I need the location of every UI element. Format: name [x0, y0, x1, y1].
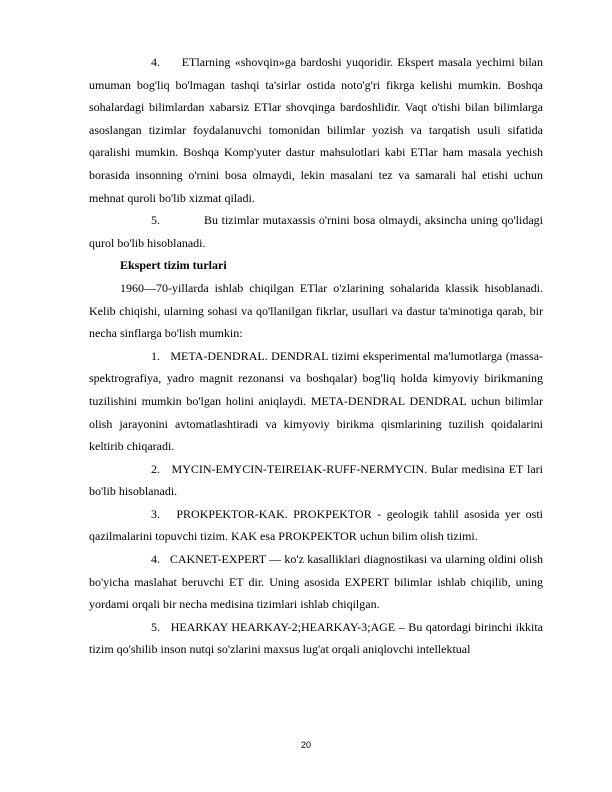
list-item	[89, 548, 543, 616]
item-number: 2.	[151, 461, 160, 476]
document-page	[89, 51, 543, 661]
item-number: 4.	[151, 552, 160, 567]
item-number: 4.	[151, 55, 160, 69]
list-item	[89, 616, 543, 661]
item-number: 5.	[151, 619, 160, 634]
list-item	[89, 503, 543, 548]
page-number: 20	[300, 740, 311, 750]
item-text: ETlarning «shovqin»ga bardoshi yuqoridir. Ekspert masala yechimi bilan umuman bog'liq bo'lmagan tashqi ta'sirlar ostida noto'g'ri fikrga kelishi mumkin. Boshqa sohalardagi bilimlardan xabarsiz ETlar shovqinga bardoshlidir. Vaqt o'tishi bilan bilimlarga asoslangan tizimlar foydalanuvchi tomonidan bilimlar yozish va tarqatish usuli sifatida qaralishi mumkin. Boshqa Komp'yuter dastur mahsulotlari kabi ETlar ham masala yechish borasida insonning o'rnini bosa olmaydi, lekin masalani tez va samarali hal etishi uchun mehnat quroli bo'lib xizmat qiladi.	[89, 55, 543, 205]
item-text: META-DENDRAL. DENDRAL tizimi eksperimental ma'lumotlarga (massa- spektrografiya, yadro magnit rezonansi va boshqalar) bog'liq holda kimyoviy birikmaning tuzilishini mumkin bo'lgan holini aniqlaydi. META-DENDRAL DENDRAL uchun bilimlar olish jarayonini avtomatlashtiradi va kimyoviy birikma qismlarining tuzilish qoidalarini keltirib chiqaradi.	[89, 348, 544, 454]
item-text: MYCIN-EMYCIN-TEIREIAK-RUFF-NERMYCIN. Bular medisina ET lari bo'lib hisoblanadi.	[89, 461, 544, 499]
item-text: HEARKAY HEARKAY-2;HEARKAY-3;AGE – Bu qatordagi birinchi ikkita tizim qo'shilib inson nutqi so'zlarini maxsus lug'at orqali aniqlovchi intellektual	[89, 619, 543, 657]
item-number: 3.	[151, 506, 160, 521]
item-number: 1.	[151, 348, 160, 363]
intro-paragraph: 1960—70-yillarda ishlab chiqilgan ETlar o'zlarining sohalarida klassik hisoblanadi. Kelib chiqishi, ularning sohasi va qo'llanilgan fikrlar, usullari va dastur ta'minotiga qarab, bir necha sinflarga bo'lish mumkin:	[89, 280, 543, 341]
item-text: Bu tizimlar mutaxassis o'rnini bosa olmaydi, aksincha uning qo'lidagi qurol bo'lib hisoblanadi.	[89, 213, 543, 250]
list-item	[89, 458, 543, 503]
list-item	[89, 209, 543, 254]
item-number: 5.	[151, 213, 160, 228]
section-heading: Ekspert tizim turlari	[120, 258, 227, 273]
list-item	[89, 345, 543, 458]
list-item	[89, 51, 543, 209]
item-text: CAKNET-EXPERT — ko'z kasalliklari diagnostikasi va ularning oldini olish bo'yicha maslahat beruvchi ET dir. Uning asosida EXPERT bilimlar ishlab chiqilib, uning yordami orqali bir necha medisina tizimlari ishlab chiqilgan.	[89, 552, 543, 612]
item-text: PROKPEKTOR-KAK. PROKPEKTOR - geologik tahlil asosida yer osti qazilmalarini topuvchi tizim. KAK esa PROKPEKTOR uchun bilim olish tizimi.	[89, 506, 544, 544]
